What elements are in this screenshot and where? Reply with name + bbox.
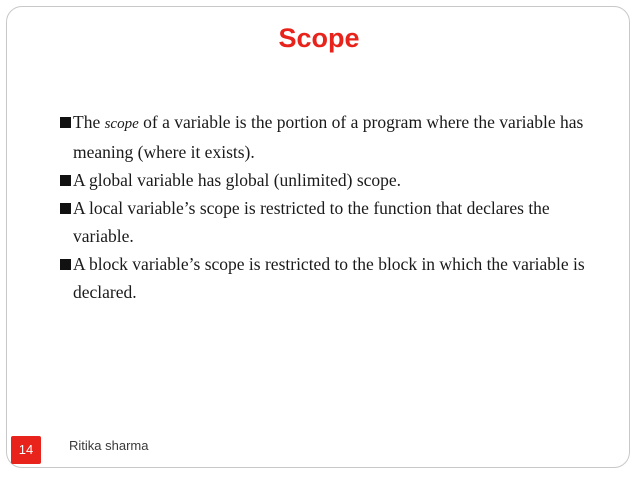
bullet-text: of a variable is the portion of a program where the variable has meaning (where it exists).: [73, 112, 584, 162]
bullet-list: [44, 108, 589, 306]
bullet-item-global-variable: [44, 166, 589, 194]
bullet-term-scope: scope: [104, 116, 139, 132]
page-number-badge: 14: [11, 436, 41, 464]
square-bullet-icon: [60, 175, 71, 186]
bullet-text: A global variable has global (unlimited) scope.: [73, 170, 402, 190]
footer-author: Ritika sharma: [69, 438, 149, 453]
bullet-item-block-variable: [44, 250, 589, 306]
square-bullet-icon: [60, 203, 71, 214]
square-bullet-icon: [60, 117, 71, 128]
slide-title: Scope: [278, 23, 360, 53]
bullet-text: A local variable’s scope is restricted to the function that declares the variable.: [73, 198, 550, 246]
bullet-item-scope-definition: [44, 108, 589, 166]
bullet-prefix: The: [73, 112, 105, 132]
bullet-item-local-variable: [44, 194, 589, 250]
bullet-text: A block variable’s scope is restricted to the block in which the variable is declared.: [73, 254, 585, 302]
square-bullet-icon: [60, 259, 71, 270]
